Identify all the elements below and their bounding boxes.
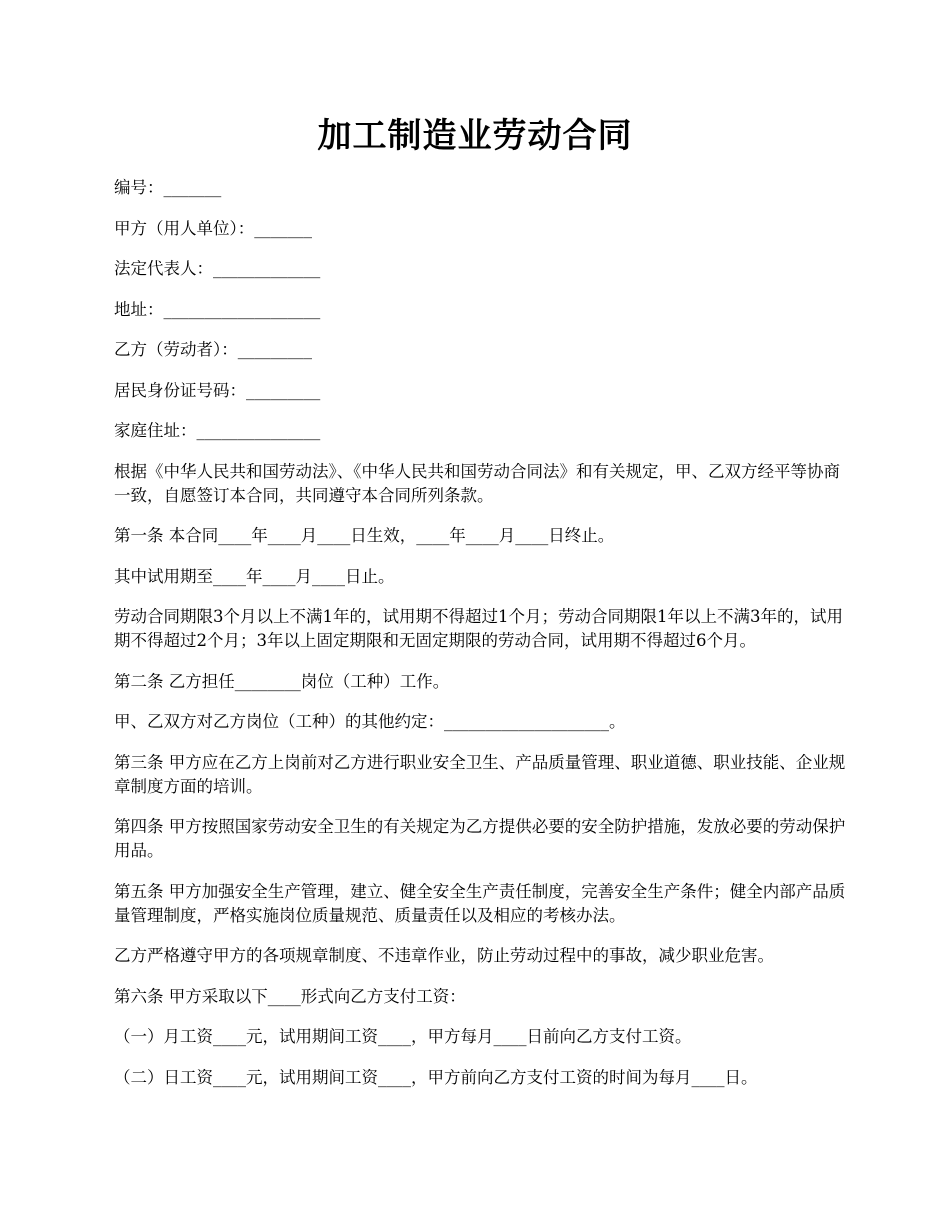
position-other-agreement: 甲、乙双方对乙方岗位（工种）的其他约定：____________________。: [114, 712, 626, 731]
field-address: 地址：___________________: [114, 299, 321, 319]
wage-option-daily: （二）日工资____元，试用期间工资____，甲方前向乙方支付工资的时间为每月____日。: [114, 1067, 758, 1087]
field-contract-number: 编号：_______: [114, 178, 222, 197]
field-employee: 乙方（劳动者）：_________: [114, 340, 312, 359]
field-id-number: 居民身份证号码：_________: [114, 380, 321, 400]
wage-option-monthly: （一）月工资____元，试用期间工资____，甲方每月____日前向乙方支付工资。: [114, 1027, 692, 1046]
probation-rules: 劳动合同期限3个月以上不满1年的，试用期不得超过1个月；劳动合同期限1年以上不满3年的，试用期不得超过2个月；3年以上固定期限和无固定期限的劳动合同，试用期不得超过6个月。: [114, 607, 843, 650]
article-1-term: 第一条 本合同____年____月____日生效，____年____月____日终止。: [114, 526, 615, 545]
article-5-management: 第五条 甲方加强安全生产管理，建立、健全安全生产责任制度，完善安全生产条件；健全内部产品质量管理制度，严格实施岗位质量规范、质量责任以及相应的考核办法。: [114, 881, 846, 925]
employee-compliance: 乙方严格遵守甲方的各项规章制度、不违章作业，防止劳动过程中的事故，减少职业危害。: [114, 946, 774, 965]
probation-period: 其中试用期至____年____月____日止。: [114, 566, 395, 586]
article-6-wages: 第六条 甲方采取以下____形式向乙方支付工资：: [114, 986, 466, 1006]
article-3-training: 第三条 甲方应在乙方上岗前对乙方进行职业安全卫生、产品质量管理、职业道德、职业技能、企业规章制度方面的培训。: [114, 752, 846, 796]
document-body: [114, 176, 856, 1106]
preamble-paragraph: 根据《中华人民共和国劳动法》、《中华人民共和国劳动合同法》和有关规定，甲、乙双方经平等协商一致，自愿签订本合同，共同遵守本合同所列条款。: [114, 461, 840, 505]
field-employer: 甲方（用人单位）：_______: [114, 218, 312, 238]
field-home-address: 家庭住址：_______________: [114, 421, 321, 440]
field-legal-representative: 法定代表人：_____________: [114, 259, 321, 278]
article-4-safety: 第四条 甲方按照国家劳动安全卫生的有关规定为乙方提供必要的安全防护措施，发放必要的劳动保护用品。: [114, 817, 846, 860]
article-2-position: 第二条 乙方担任________岗位（工种）工作。: [114, 671, 450, 691]
document-title: 加工制造业劳动合同: [317, 116, 633, 156]
